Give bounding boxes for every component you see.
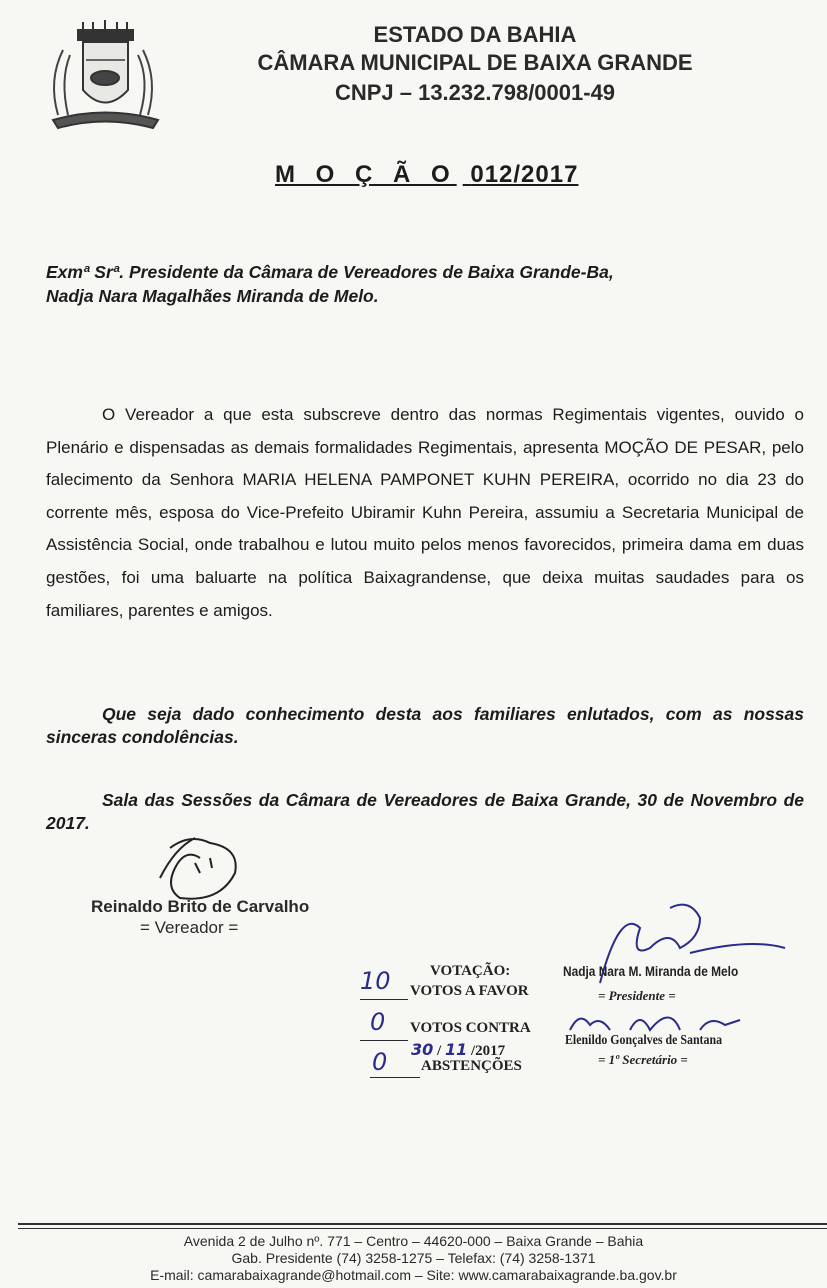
addressee-line1: Exmª Srª. Presidente da Câmara de Vereadores de Baixa Grande-Ba,: [46, 262, 614, 282]
votes-favor-label: VOTOS A FAVOR: [410, 983, 529, 999]
header-cnpj: CNPJ – 13.232.798/0001-49: [334, 80, 616, 105]
votes-contra-value: 0: [370, 1008, 386, 1036]
votes-contra-line: [360, 1040, 408, 1041]
votes-favor-value: 10: [360, 967, 391, 995]
secretary-role: = 1º Secretário =: [598, 1052, 688, 1067]
header-chamber: CÂMARA MUNICIPAL DE BAIXA GRANDE: [257, 50, 693, 75]
votes-contra-label: VOTOS CONTRA: [410, 1020, 531, 1036]
abstentions-label: ABSTENÇÕES: [421, 1058, 522, 1074]
footer-divider-thin: [18, 1228, 827, 1229]
voting-date-day: 30: [411, 1040, 434, 1059]
footer-divider: [18, 1223, 827, 1225]
councilor-role: = Vereador =: [140, 918, 239, 937]
document-title: [275, 161, 578, 189]
title-number: 012/2017: [470, 161, 579, 188]
voting-date: 30 / 11 /2017: [411, 1040, 506, 1059]
title-prefix: M O Ç Ã O: [275, 161, 457, 188]
president-signature: [570, 888, 800, 998]
abstentions-line: [370, 1077, 420, 1078]
footer-phones: Gab. Presidente (74) 3258-1275 – Telefax: (74) 3258-1371: [231, 1250, 596, 1266]
coat-of-arms-logo: [38, 20, 173, 132]
abstentions-value: 0: [372, 1048, 388, 1076]
footer-address: Avenida 2 de Julho nº. 771 – Centro – 44620-000 – Baixa Grande – Bahia: [183, 1233, 644, 1249]
closing-paragraph: Que seja dado conhecimento desta aos familiares enlutados, com as nossas sinceras condolências.: [46, 704, 804, 747]
body-paragraph: O Vereador a que esta subscreve dentro das normas Regimentais vigentes, ouvido o Plenário e dispensadas as demais formalidades Regimentais, apresenta MOÇÃO DE PESAR, pelo falecimento da Senhora MARIA HELENA PAMPONET KUHN PEREIRA, ocorrido no dia 23 do corrente mês, esposa do Vice-Prefeito Ubiramir Kuhn Pereira, assumiu a Secretaria Municipal de Assistência Social, onde trabalhou e lutou muito pelos menos favorecidos, primeira dama em duas gestões, foi uma baluarte na política Baixagrandense, que deixa muitas saudades para os familiares, parentes e amigos.: [46, 405, 804, 620]
addressee-line2: Nadja Nara Magalhães Miranda de Melo.: [46, 286, 379, 306]
councilor-signature: [140, 828, 250, 906]
president-role: = Presidente =: [598, 988, 676, 1003]
voting-date-year: /2017: [470, 1043, 506, 1059]
voting-title: VOTAÇÃO:: [430, 963, 511, 979]
councilor-name: Reinaldo Brito de Carvalho: [91, 897, 310, 916]
president-name: Nadja Nara M. Miranda de Melo: [563, 963, 739, 979]
voting-date-month: 11: [444, 1040, 468, 1059]
footer-contact: E-mail: camarabaixagrande@hotmail.com – Site: www.camarabaixagrande.ba.gov.br: [150, 1267, 677, 1283]
secretary-name: Elenildo Gonçalves de Santana: [565, 1033, 723, 1048]
header-state: ESTADO DA BAHIA: [373, 22, 577, 47]
votes-favor-line: [360, 999, 408, 1000]
session-date-paragraph: Sala das Sessões da Câmara de Vereadores de Baixa Grande, 30 de Novembro de 2017.: [46, 790, 804, 833]
